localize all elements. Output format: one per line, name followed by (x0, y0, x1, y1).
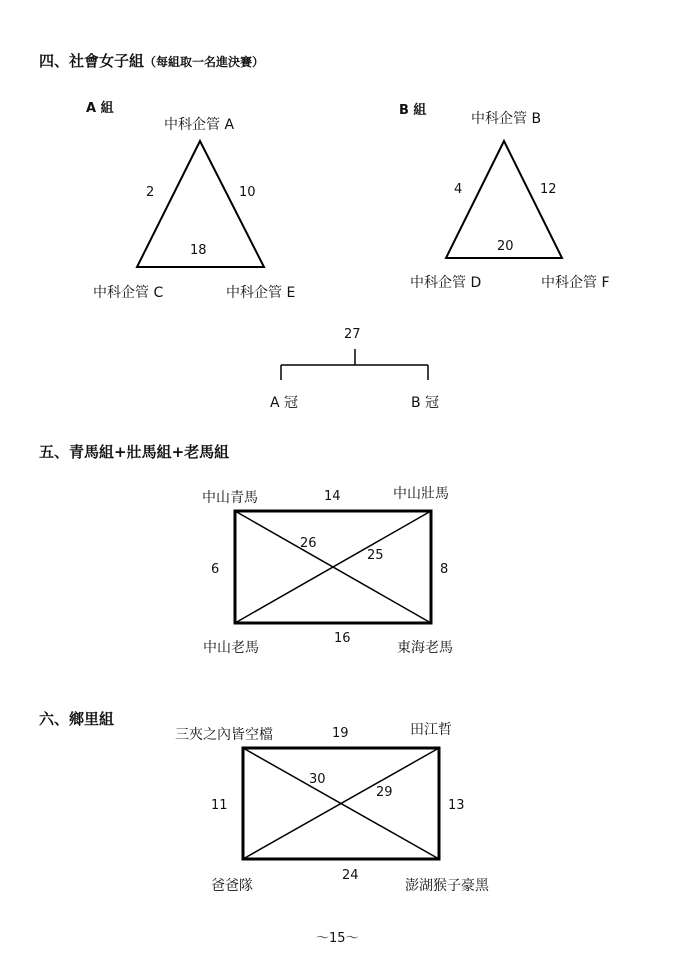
page-number: ～15～ (316, 931, 359, 946)
section6-team-bottom-right: 澎湖猴子豪黑 (405, 878, 489, 894)
group-b-label: B 組 (399, 103, 427, 118)
group-a-edge-bottom: 18 (190, 243, 207, 258)
section5-diag-b: 25 (367, 548, 384, 563)
section5-diag-a: 26 (300, 536, 317, 551)
section6-team-bottom-left: 爸爸隊 (211, 878, 253, 894)
section5-rectangle (235, 511, 431, 623)
group-a-team-left: 中科企管 C (93, 285, 164, 301)
section5-team-top-left: 中山青馬 (202, 490, 258, 506)
group-a-edge-right: 10 (239, 185, 256, 200)
section6-heading: 六、鄉里組 (39, 710, 115, 728)
section5-edge-left: 6 (211, 562, 220, 577)
section5-heading: 五、青馬組+壯馬組+老馬組 (39, 443, 230, 461)
group-b-edge-right: 12 (540, 182, 557, 197)
section6-team-top-left: 三夾之內皆空檔 (175, 727, 273, 743)
section4-note: （每組取一名進決賽） (144, 55, 265, 69)
section6-edge-left: 11 (211, 798, 228, 813)
section6-edge-right: 13 (448, 798, 465, 813)
section6-team-top-right: 田江哲 (410, 722, 452, 738)
section6-edge-bottom: 24 (342, 868, 359, 883)
section6-diag-a: 30 (309, 772, 326, 787)
group-b-team-left: 中科企管 D (410, 275, 482, 291)
section5-edge-bottom: 16 (334, 631, 351, 646)
final-right-label: B 冠 (411, 395, 440, 411)
group-a-team-top: 中科企管 A (164, 117, 235, 133)
group-b-edge-left: 4 (454, 182, 463, 197)
section6-edge-top: 19 (332, 726, 349, 741)
group-a-label: A 組 (86, 101, 114, 116)
group-b-edge-bottom: 20 (497, 239, 514, 254)
section6-rectangle (243, 748, 439, 859)
section4-heading: 四、社會女子組（每組取一名進決賽） (39, 52, 265, 70)
section5-edge-top: 14 (324, 489, 341, 504)
group-a-team-right: 中科企管 E (226, 285, 296, 301)
section5-team-bottom-right: 東海老馬 (397, 640, 453, 656)
final-bracket (281, 349, 428, 380)
group-b-team-top: 中科企管 B (471, 111, 542, 127)
group-b-team-right: 中科企管 F (541, 275, 610, 291)
final-left-label: A 冠 (270, 395, 299, 411)
section5-edge-right: 8 (440, 562, 449, 577)
section6-diag-b: 29 (376, 785, 393, 800)
final-match-number: 27 (344, 327, 361, 342)
section5-team-bottom-left: 中山老馬 (203, 640, 259, 656)
section5-team-top-right: 中山壯馬 (393, 486, 449, 502)
group-a-edge-left: 2 (146, 185, 155, 200)
